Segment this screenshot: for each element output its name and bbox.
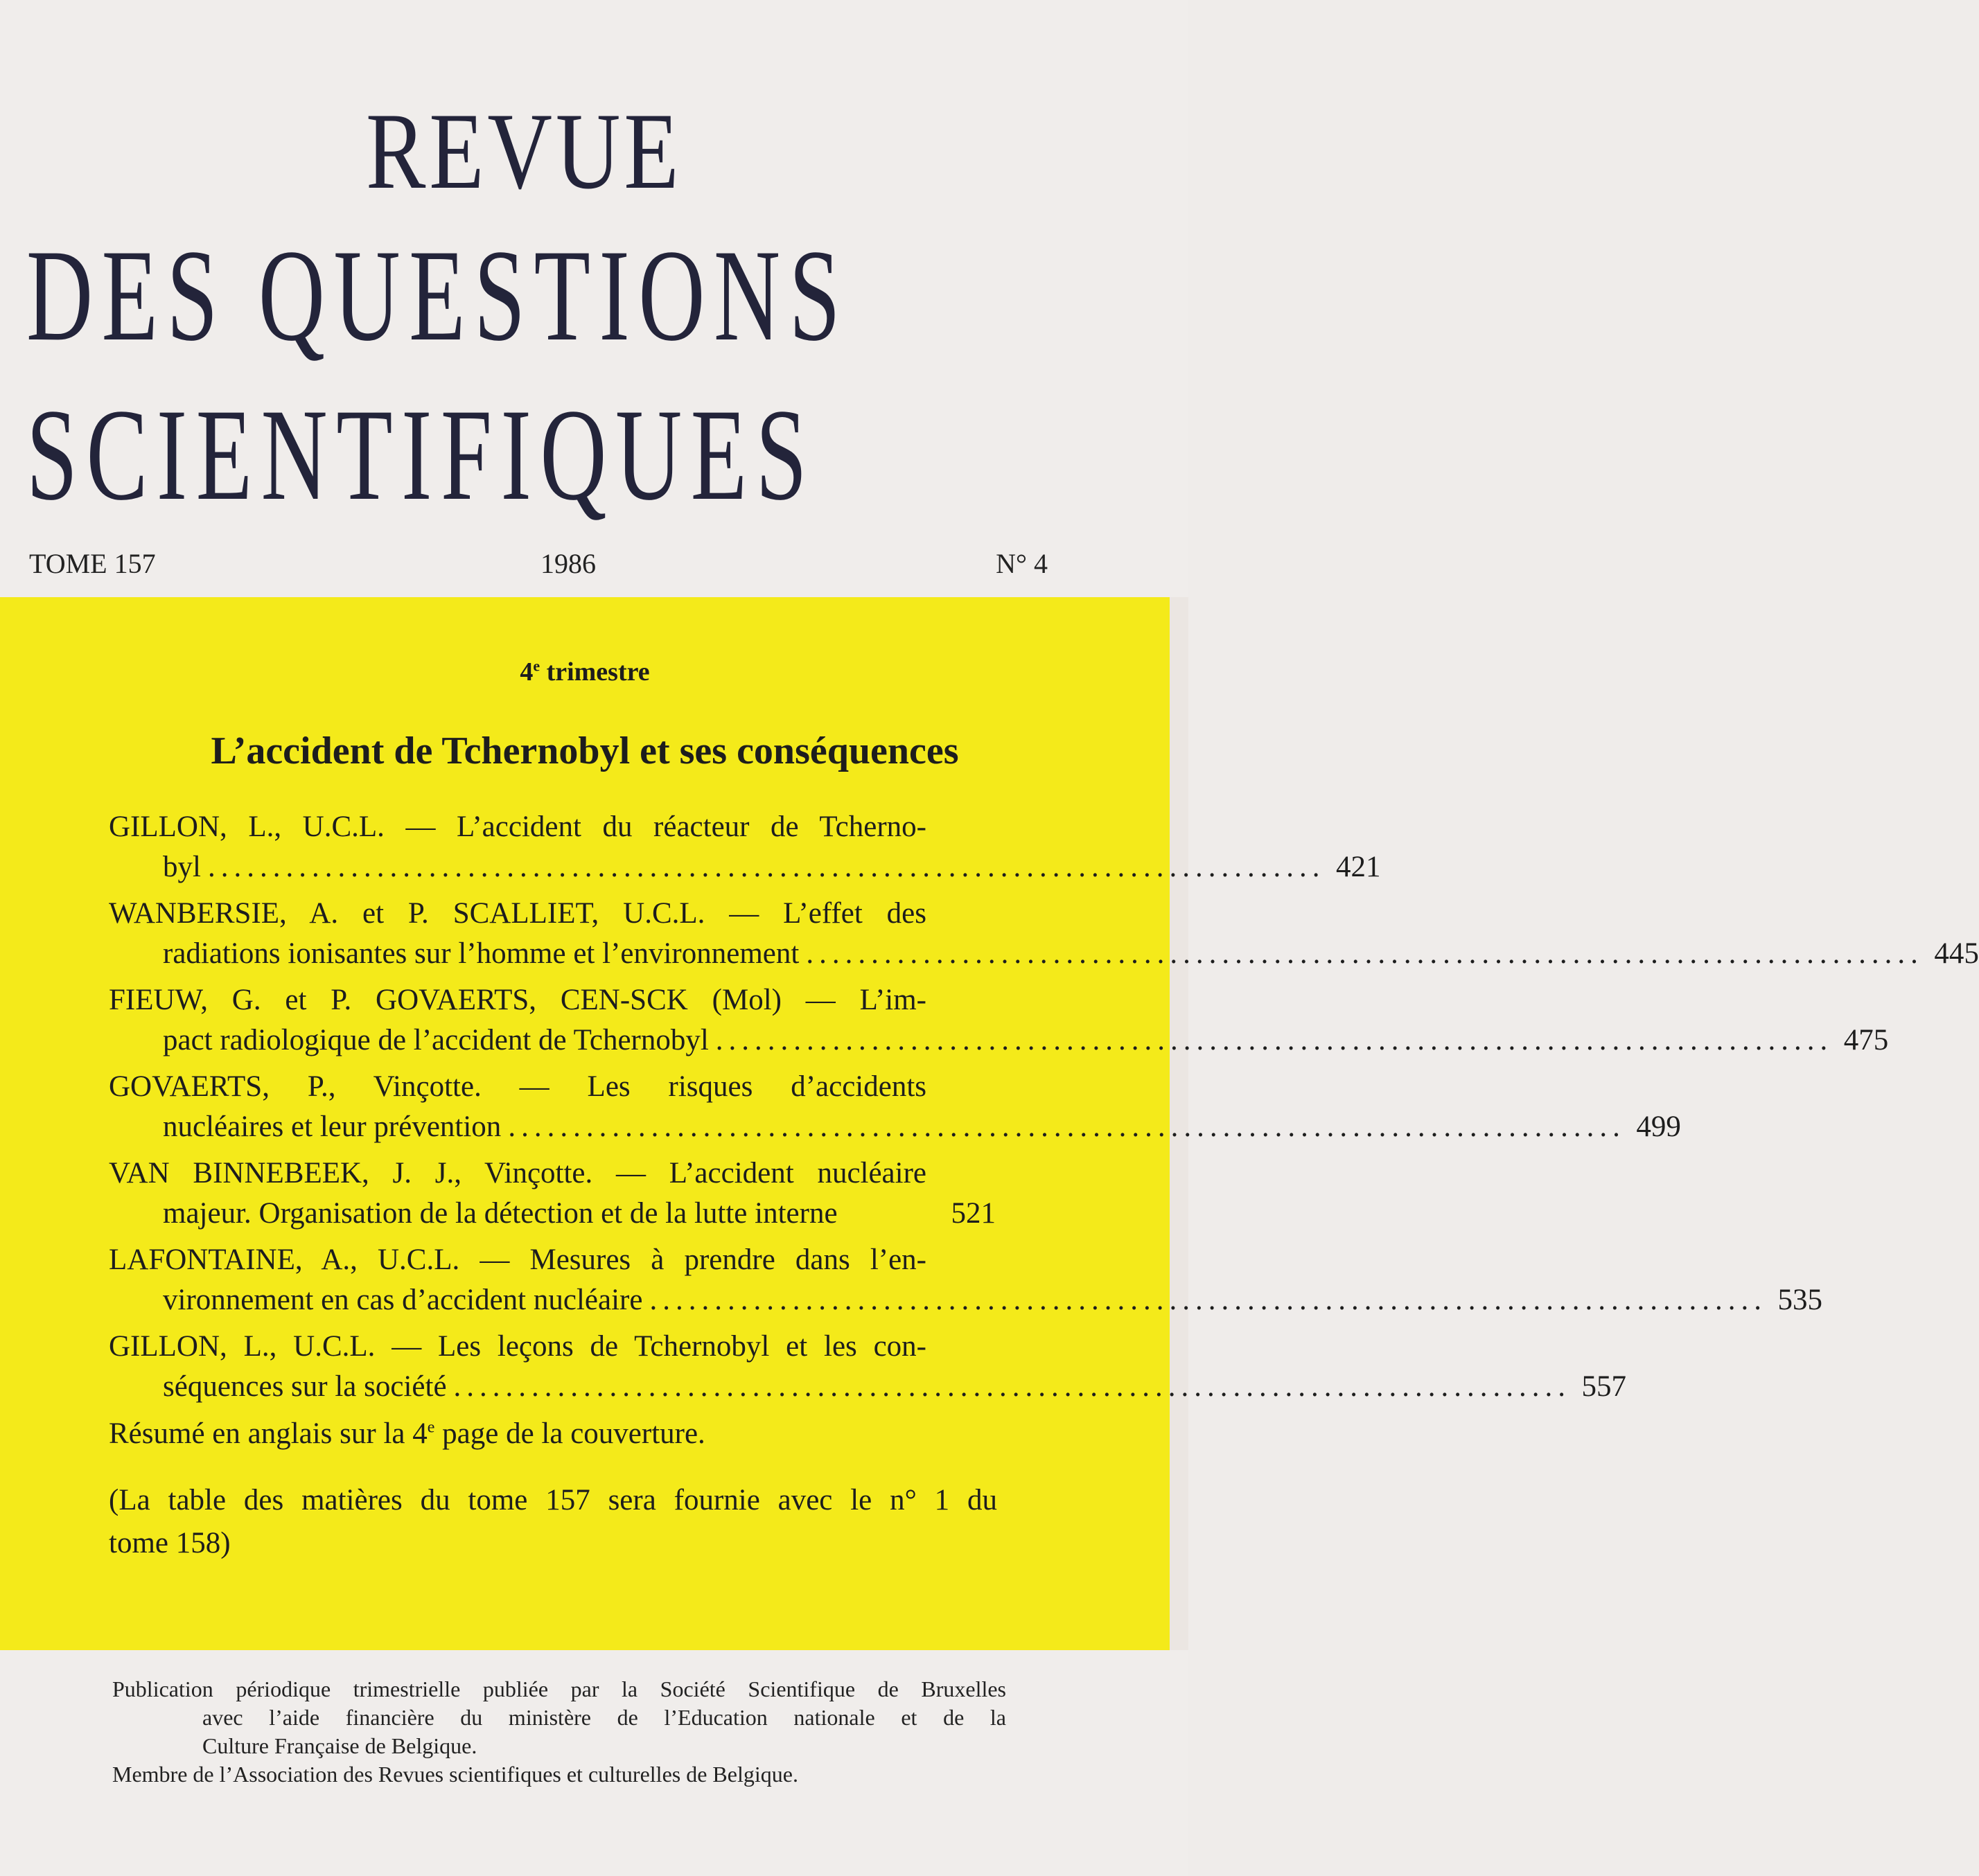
trimestre-heading bbox=[0, 657, 1170, 687]
footer-line-1: Publication périodique trimestrielle publiée par la Société Scientifique de Bruxelles bbox=[112, 1676, 1006, 1701]
toc-entry-author-line: FIEUW, G. et P. GOVAERTS, CEN-SCK (Mol) — L’im- bbox=[109, 984, 926, 1016]
toc-entry-author-line: GOVAERTS, P., Vinçotte. — Les risques d’accidents bbox=[109, 1070, 926, 1103]
footer-line-4: Membre de l’Association des Revues scientifiques et culturelles de Belgique. bbox=[112, 1762, 798, 1787]
journal-title-line-3: SCIENTIFIQUES bbox=[26, 382, 816, 528]
toc-entry bbox=[109, 980, 1889, 1061]
publisher-footer bbox=[112, 1675, 1006, 1789]
year-label: 1986 bbox=[540, 548, 596, 579]
index-note-line-2: tome 158) bbox=[109, 1527, 231, 1559]
toc-entry-title: vironnement en cas d’accident nucléaire bbox=[163, 1284, 643, 1316]
toc-entry-title-line bbox=[109, 1280, 1822, 1320]
trimestre-label: trimestre bbox=[546, 657, 650, 687]
toc-entry-title: séquences sur la société bbox=[163, 1370, 447, 1403]
masthead bbox=[0, 0, 1188, 596]
index-note-line-1: (La table des matières du tome 157 sera fournie avec le n° 1 du bbox=[109, 1484, 997, 1516]
toc-entry-title-line bbox=[109, 1194, 996, 1234]
toc-entry-author-line: VAN BINNEBEEK, J. J., Vinçotte. — L’accident nucléaire bbox=[109, 1157, 926, 1189]
toc-entry-page: 535 bbox=[1777, 1284, 1822, 1316]
toc-entry-page: 475 bbox=[1843, 1024, 1889, 1056]
toc-entry-title: majeur. Organisation de la détection et de la lutte interne bbox=[163, 1197, 838, 1230]
toc-leader-dots: ...................................................................................... bbox=[806, 937, 1924, 970]
toc-leader-dots: ...................................................................................... bbox=[508, 1110, 1626, 1143]
footer-line-3: Culture Française de Belgique. bbox=[202, 1733, 477, 1758]
toc-entry-author-line: LAFONTAINE, A., U.C.L. — Mesures à prendre dans l’en- bbox=[109, 1244, 926, 1276]
toc-leader-dots: ...................................................................................... bbox=[453, 1370, 1572, 1403]
footer-line-2: avec l’aide financière du ministère de l’Education nationale et de la bbox=[202, 1705, 1006, 1730]
toc-entry-title-line bbox=[109, 1020, 1889, 1061]
english-summary-note bbox=[109, 1417, 996, 1451]
issue-meta-row bbox=[29, 547, 1048, 582]
toc-entry-title-line bbox=[109, 1107, 1681, 1147]
toc-entry-title: nucléaires et leur prévention bbox=[163, 1110, 502, 1143]
toc-entry bbox=[109, 894, 1979, 974]
toc-entry bbox=[109, 1153, 996, 1234]
toc-entry-author-line: GILLON, L., U.C.L. — L’accident du réacteur de Tcherno- bbox=[109, 811, 926, 843]
toc-entry-page: 445 bbox=[1934, 937, 1979, 970]
toc-entry bbox=[109, 1327, 1627, 1407]
toc-leader-dots: ...................................................................................... bbox=[649, 1284, 1767, 1316]
toc-entry-title-line bbox=[109, 1367, 1627, 1407]
toc-leader-dots: ...................................................................................... bbox=[207, 851, 1326, 883]
toc-entry-title: radiations ionisantes sur l’homme et l’environnement bbox=[163, 937, 800, 970]
table-of-contents bbox=[109, 807, 1979, 1413]
issue-number-label: N° 4 bbox=[996, 548, 1048, 579]
summary-superscript: e bbox=[427, 1418, 435, 1437]
toc-entry-title: byl bbox=[163, 851, 201, 883]
tome-label: TOME 157 bbox=[29, 548, 156, 579]
toc-leader-dots: ...................................................................................... bbox=[715, 1024, 1833, 1056]
toc-entry-page: 557 bbox=[1581, 1370, 1627, 1403]
toc-entry-title-line bbox=[109, 934, 1979, 974]
trimestre-superscript: e bbox=[533, 657, 540, 675]
toc-entry bbox=[109, 1240, 1822, 1320]
toc-entry-page: 421 bbox=[1335, 851, 1381, 883]
issue-theme-title: L’accident de Tchernobyl et ses conséquences bbox=[211, 729, 959, 772]
trimestre-number: 4 bbox=[520, 657, 534, 687]
toc-entry-title-line bbox=[109, 847, 1381, 887]
index-note bbox=[109, 1479, 997, 1565]
toc-entry-author-line: GILLON, L., U.C.L. — Les leçons de Tchernobyl et les con- bbox=[109, 1330, 926, 1363]
summary-text-after: page de la couverture. bbox=[434, 1417, 705, 1450]
journal-title-line-1: REVUE bbox=[366, 91, 683, 212]
toc-entry-page: 499 bbox=[1636, 1110, 1681, 1143]
toc-entry-title: pact radiologique de l’accident de Tchernobyl bbox=[163, 1024, 709, 1056]
toc-entry-author-line: WANBERSIE, A. et P. SCALLIET, U.C.L. — L’effet des bbox=[109, 897, 926, 930]
toc-entry bbox=[109, 1067, 1681, 1147]
toc-entry-page: 521 bbox=[951, 1197, 996, 1230]
summary-text-before: Résumé en anglais sur la 4 bbox=[109, 1417, 428, 1450]
journal-title-line-2: DES QUESTIONS bbox=[26, 223, 850, 369]
toc-entry bbox=[109, 807, 1381, 887]
